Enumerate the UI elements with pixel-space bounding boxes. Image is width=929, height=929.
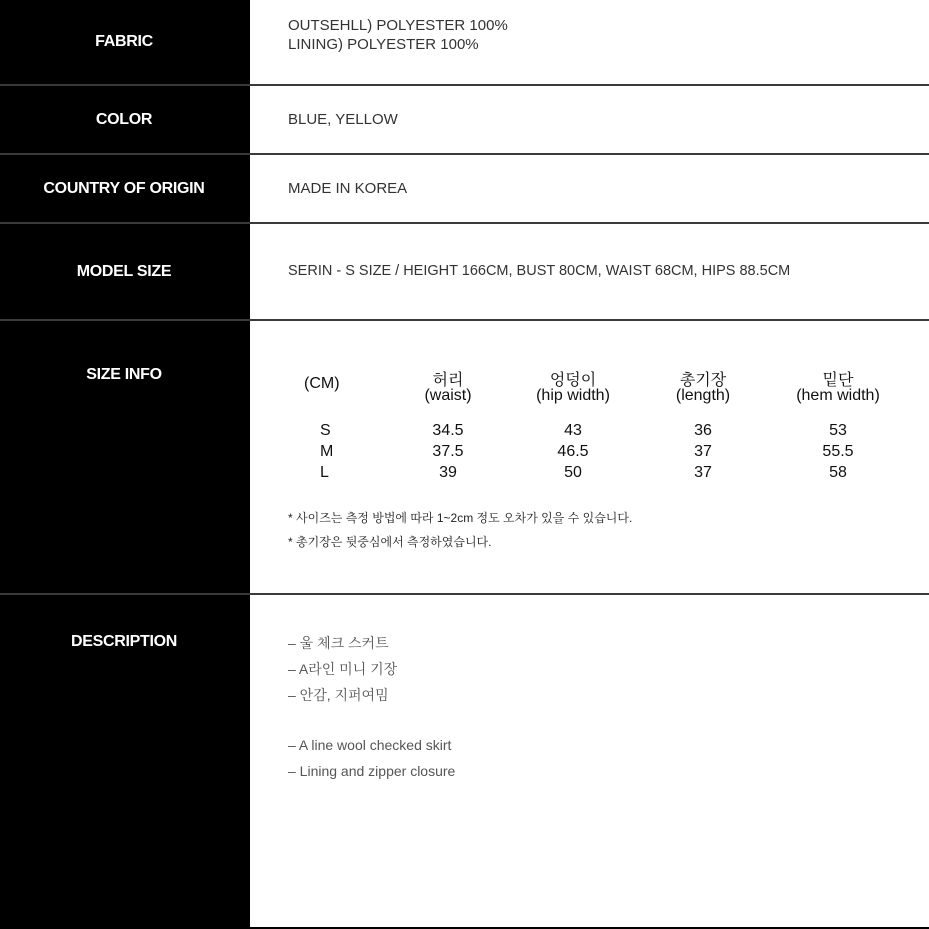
color-value: BLUE, YELLOW: [288, 111, 398, 128]
description-content: [250, 595, 929, 927]
col-hip-ko: 엉덩이: [549, 372, 597, 389]
size-info-content: [250, 321, 929, 593]
table-cell: 34.5: [432, 422, 464, 439]
desc-ko-line: – 울 체크 스커트: [288, 635, 389, 651]
row-size-m: M: [320, 443, 334, 460]
col-hem-en: (hem width): [796, 387, 880, 404]
desc-ko-line: – 안감, 지퍼여밈: [288, 687, 389, 703]
table-cell: 36: [694, 422, 712, 439]
model-label: MODEL SIZE: [0, 224, 248, 319]
table-cell: 43: [564, 422, 582, 439]
table-cell: 58: [829, 464, 847, 481]
origin-value: MADE IN KOREA: [288, 180, 408, 197]
fabric-lining: LINING) POLYESTER 100%: [288, 36, 479, 53]
model-content: [250, 224, 929, 319]
table-cell: 46.5: [557, 443, 589, 460]
description-label: DESCRIPTION: [0, 595, 248, 927]
origin-label: COUNTRY OF ORIGIN: [0, 155, 248, 222]
fabric-outshell: OUTSEHLL) POLYESTER 100%: [288, 17, 508, 34]
size-info-row: [0, 321, 929, 593]
row-size-s: S: [320, 422, 331, 439]
color-row: [0, 86, 929, 153]
origin-row: [0, 155, 929, 222]
col-hem-ko: 밑단: [822, 372, 854, 389]
col-waist-ko: 허리: [432, 372, 464, 389]
table-cell: 39: [439, 464, 457, 481]
table-cell: 37.5: [432, 443, 464, 460]
size-unit-header: (CM): [304, 375, 340, 392]
size-note-1: * 사이즈는 측정 방법에 따라 1~2cm 정도 오차가 있을 수 있습니다.: [288, 511, 633, 525]
size-info-label: SIZE INFO: [0, 321, 248, 593]
col-length-ko: 총기장: [679, 372, 727, 389]
fabric-label: FABRIC: [0, 0, 248, 84]
desc-en-line: – Lining and zipper closure: [288, 763, 456, 779]
size-note-2: * 총기장은 뒷중심에서 측정하였습니다.: [288, 535, 492, 549]
fabric-row: [0, 0, 929, 84]
fabric-content: [250, 0, 929, 84]
table-cell: 37: [694, 443, 712, 460]
color-label: COLOR: [0, 86, 248, 153]
table-cell: 50: [564, 464, 582, 481]
table-cell: 55.5: [822, 443, 854, 460]
description-row: [0, 595, 929, 927]
col-length-en: (length): [675, 387, 731, 404]
model-value: SERIN - S SIZE / HEIGHT 166CM, BUST 80CM, WAIST 68CM, HIPS 88.5CM: [288, 263, 791, 279]
table-cell: 53: [829, 422, 847, 439]
row-size-l: L: [320, 464, 329, 481]
col-waist-en: (waist): [424, 387, 472, 404]
color-content: [250, 86, 929, 153]
col-hip-en: (hip width): [536, 387, 610, 404]
table-cell: 37: [694, 464, 712, 481]
origin-content: [250, 155, 929, 222]
desc-ko-line: – A라인 미니 기장: [288, 661, 398, 677]
model-row: [0, 224, 929, 319]
desc-en-line: – A line wool checked skirt: [288, 737, 452, 753]
